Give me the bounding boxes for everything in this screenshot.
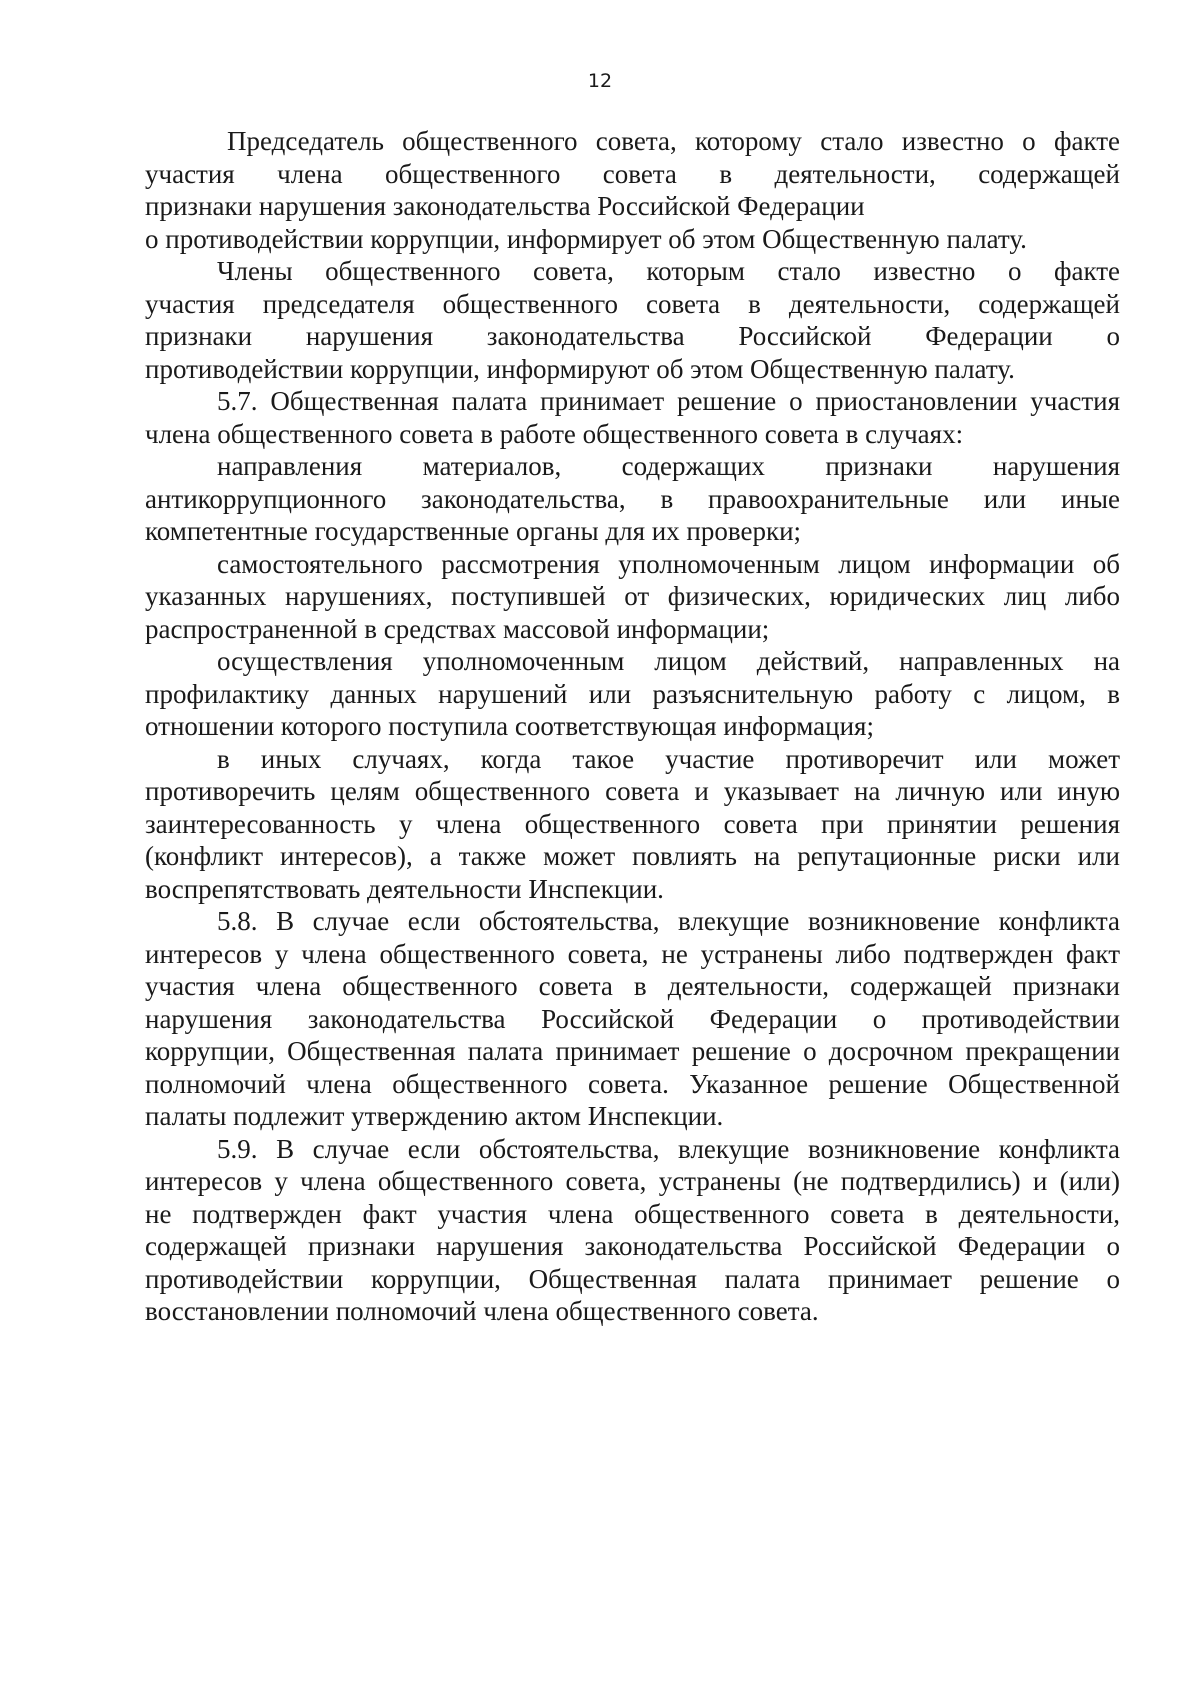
text-line: содержащей признаки нарушения законодательства Российской Федерации о	[145, 1231, 1120, 1261]
text-line: Председатель общественного совета, которому стало известно о факте	[227, 126, 1120, 156]
paragraph-clause-5-9	[145, 1133, 1120, 1328]
text-line: интересов у члена общественного совета, не устранены либо подтвержден факт	[145, 938, 1120, 969]
text-line: участия члена общественного совета в деятельности, содержащей	[145, 158, 1120, 189]
text-line: восстановлении полномочий члена общественного совета.	[145, 1296, 819, 1326]
text-line: признаки нарушения законодательства Российской Федерации о	[145, 321, 1120, 351]
text-line: указанных нарушениях, поступившей от физических, юридических лиц либо	[145, 581, 1120, 611]
text-line: (конфликт интересов), а также может повлиять на репутационные риски или	[145, 841, 1120, 871]
text-line: интересов у члена общественного совета, устранены (не подтвердились) и (или)	[145, 1166, 1120, 1196]
text-line: Члены общественного совета, которым стало известно о факте	[217, 256, 1120, 286]
paragraph-case-prevention	[145, 645, 1120, 743]
text-line: не подтвержден факт участия члена общественного совета в деятельности,	[145, 1198, 1120, 1229]
text-line: полномочий члена общественного совета. Указанное решение Общественной	[145, 1068, 1120, 1099]
page-number: 12	[587, 70, 613, 92]
paragraph-clause-5-7	[145, 385, 1120, 450]
text-line: воспрепятствовать деятельности Инспекции.	[145, 873, 664, 904]
text-line: 5.9. В случае если обстоятельства, влекущие возникновение конфликта	[217, 1133, 1120, 1164]
paragraph-clause-5-8	[145, 905, 1120, 1133]
paragraph-chair-informs-continuation	[145, 223, 1120, 256]
text-line: компетентные государственные органы для их проверки;	[145, 516, 802, 546]
text-line: признаки нарушения законодательства Российской Федерации	[145, 191, 865, 221]
paragraph-chair-informs	[145, 125, 1120, 223]
text-line: противодействии коррупции, Общественная палата принимает решение о	[145, 1263, 1120, 1294]
text-line: о противодействии коррупции, информирует об этом Общественную палату.	[145, 223, 1027, 254]
paragraph-case-materials	[145, 450, 1120, 548]
text-line: 5.8. В случае если обстоятельства, влекущие возникновение конфликта	[217, 906, 1120, 936]
text-line: заинтересованность у члена общественного совета при принятии решения	[145, 808, 1120, 839]
text-line: отношении которого поступила соответствующая информация;	[145, 711, 874, 741]
text-line: осуществления уполномоченным лицом действий, направленных на	[217, 646, 1120, 676]
text-line: направления материалов, содержащих признаки нарушения	[217, 451, 1120, 481]
paragraph-members-inform	[145, 255, 1120, 385]
document-body	[145, 125, 1120, 1328]
text-line: самостоятельного рассмотрения уполномоченным лицом информации об	[217, 548, 1120, 579]
text-line: участия члена общественного совета в деятельности, содержащей признаки	[145, 971, 1120, 1001]
text-line: 5.7. Общественная палата принимает решение о приостановлении участия	[217, 386, 1120, 416]
text-line: палаты подлежит утверждению актом Инспекции.	[145, 1101, 724, 1131]
text-line: в иных случаях, когда такое участие противоречит или может	[217, 743, 1120, 774]
text-line: антикоррупционного законодательства, в правоохранительные или иные	[145, 483, 1120, 514]
text-line: противодействии коррупции, информируют об этом Общественную палату.	[145, 353, 1015, 384]
text-line: профилактику данных нарушений или разъяснительную работу с лицом, в	[145, 678, 1120, 709]
text-line: противоречить целям общественного совета и указывает на личную или иную	[145, 776, 1120, 806]
paragraph-case-other	[145, 743, 1120, 906]
text-line: коррупции, Общественная палата принимает решение о досрочном прекращении	[145, 1036, 1120, 1066]
text-line: нарушения законодательства Российской Федерации о противодействии	[145, 1003, 1120, 1034]
text-line: члена общественного совета в работе общественного совета в случаях:	[145, 418, 964, 449]
paragraph-case-review	[145, 548, 1120, 646]
text-line: распространенной в средствах массовой информации;	[145, 613, 770, 644]
text-line: участия председателя общественного совета в деятельности, содержащей	[145, 288, 1120, 319]
